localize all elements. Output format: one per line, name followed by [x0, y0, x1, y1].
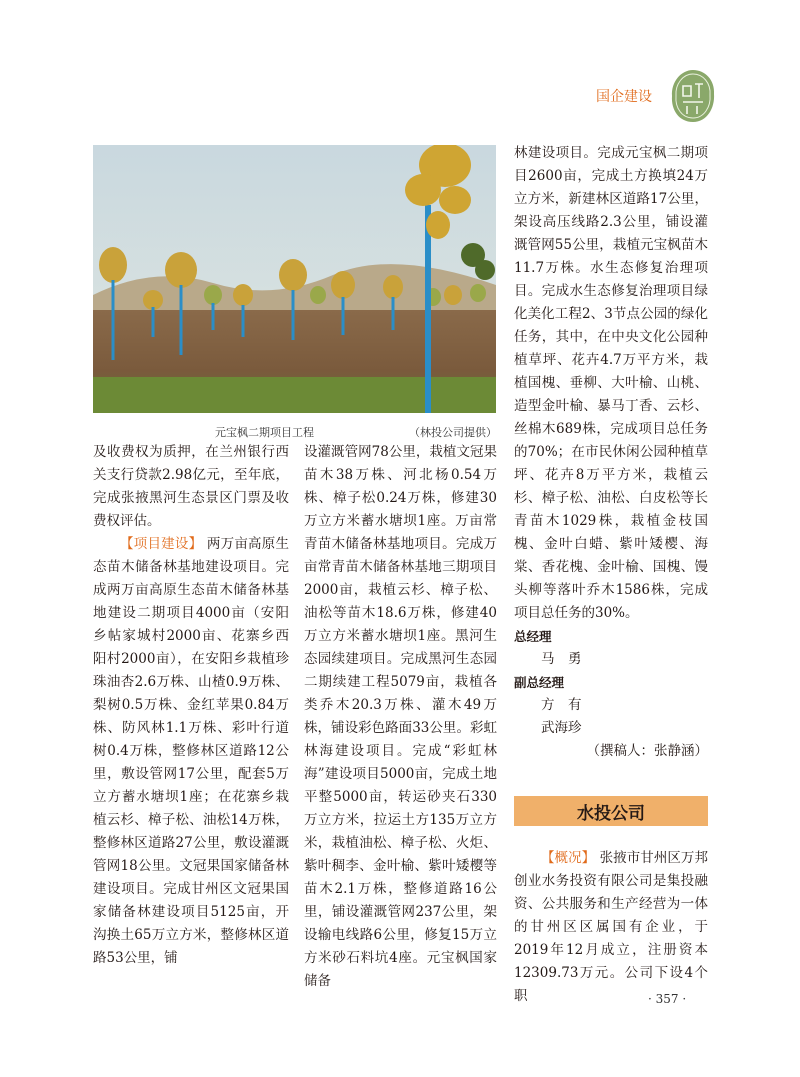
paragraph — [514, 847, 708, 1008]
paragraph-text: 两万亩高原生态苗木储备林基地建设项目。完成两万亩高原生态苗木储备林基地建设二期项目4000亩（安阳乡帖家城村2000亩、花寨乡西阳村2000亩），在安阳乡栽植珍珠油杏2.6万株、山楂0.9万株、梨树0.5万株、金红苹果0.84万株、防风林1.1万株、彩叶行道树0.4万株，整修林区道路12公里，敷设管网17公里，配套5万立方蓄水塘坝1座；在花寨乡栽植云杉、樟子松、油松14万株，整修林区道路27公里，敷设灌溉管网18公里。文冠果国家储备林建设项目。完成甘州区文冠果国家储备林建设项目5125亩，开沟换土65万立方米，整修林区道路53公里，铺 — [93, 536, 290, 966]
column-1 — [93, 441, 289, 970]
section-tag: 国企建设 — [596, 89, 652, 105]
keyword-label: 【概况】 — [541, 850, 596, 866]
seal-icon — [669, 68, 717, 124]
page-number: · 357 · — [648, 992, 687, 1006]
paragraph: 及收费权为质押，在兰州银行西关支行贷款2.98亿元，至年底，完成张掖黑河生态景区门票及收费权评估。 — [93, 444, 289, 529]
caption-credit: （林投公司提供） — [409, 426, 497, 439]
column-4 — [514, 847, 708, 1008]
caption-text: 元宝枫二期项目工程 — [215, 426, 314, 439]
author-credit: （撰稿人：张静涵） — [586, 743, 708, 759]
paragraph: 设灌溉管网78公里，栽植文冠果苗木38万株、河北杨0.54万株、樟子松0.24万株，修建30万立方米蓄水塘坝1座。万亩常青苗木储备林基地项目。完成万亩常青苗木储备林基地三期项目2000亩，栽植云杉、樟子松、油松等苗木18.6万株，修建40万立方米蓄水塘坝1座。黑河生态园续建项目。完成黑河生态园二期续建工程5079亩，栽植各类乔木20.3万株、灌木49万株，铺设彩色路面33公里。彩虹林海建设项目。完成“彩虹林海”建设项目5000亩，完成土地平整5000亩，转运砂夹石330万立方米，拉运土方135万立方米，栽植油松、樟子松、火炬、紫叶稠李、金叶榆、紫叶矮樱等苗木2.1万株，整修道路16公里，铺设灌溉管网237公里，架设输电线路6公里，修复15万立方米砂石料坑4座。元宝枫国家储备 — [304, 444, 497, 989]
paragraph-text: 张掖市甘州区万邦创业水务投资有限公司是集投融资、公共服务和生产经营为一体的甘州区区属国有企业，于2019年12月成立，注册资本12309.73万元。公司下设4个职 — [514, 850, 708, 1004]
keyword-label: 【项目建设】 — [120, 536, 203, 552]
column-3 — [514, 142, 708, 763]
dgm-name: 武海珍 — [541, 720, 582, 736]
dgm-title: 副总经理 — [514, 675, 565, 690]
section-banner: 水投公司 — [514, 796, 708, 826]
gm-title: 总经理 — [514, 629, 552, 644]
paragraph: 林建设项目。完成元宝枫二期项目2600亩，完成土方换填24万立方米，新建林区道路17公里，架设高压线路2.3公里，铺设灌溉管网55公里，栽植元宝枫苗木11.7万株。水生态修复治理项目。完成水生态修复治理项目绿化美化工程2、3节点公园的绿化任务，其中，在中央文化公园种植草坪、花卉4.7万平方米，栽植国槐、垂柳、大叶榆、山桃、造型金叶榆、暴马丁香、云杉、丝棉木689株，完成项目总任务的70%；在市民休闲公园种植草坪、花卉8万平方米，栽植云杉、樟子松、油松、白皮松等长青苗木1029株，栽植金枝国槐、金叶白蜡、紫叶矮樱、海棠、香花槐、金叶榆、国槐、馒头柳等落叶乔木1586株，完成项目总任务的30%。 — [514, 145, 708, 621]
gm-name: 马 勇 — [541, 651, 582, 667]
column-2 — [304, 441, 497, 993]
dgm-name: 方 有 — [541, 697, 582, 713]
project-photo — [93, 145, 496, 413]
paragraph — [93, 533, 289, 970]
